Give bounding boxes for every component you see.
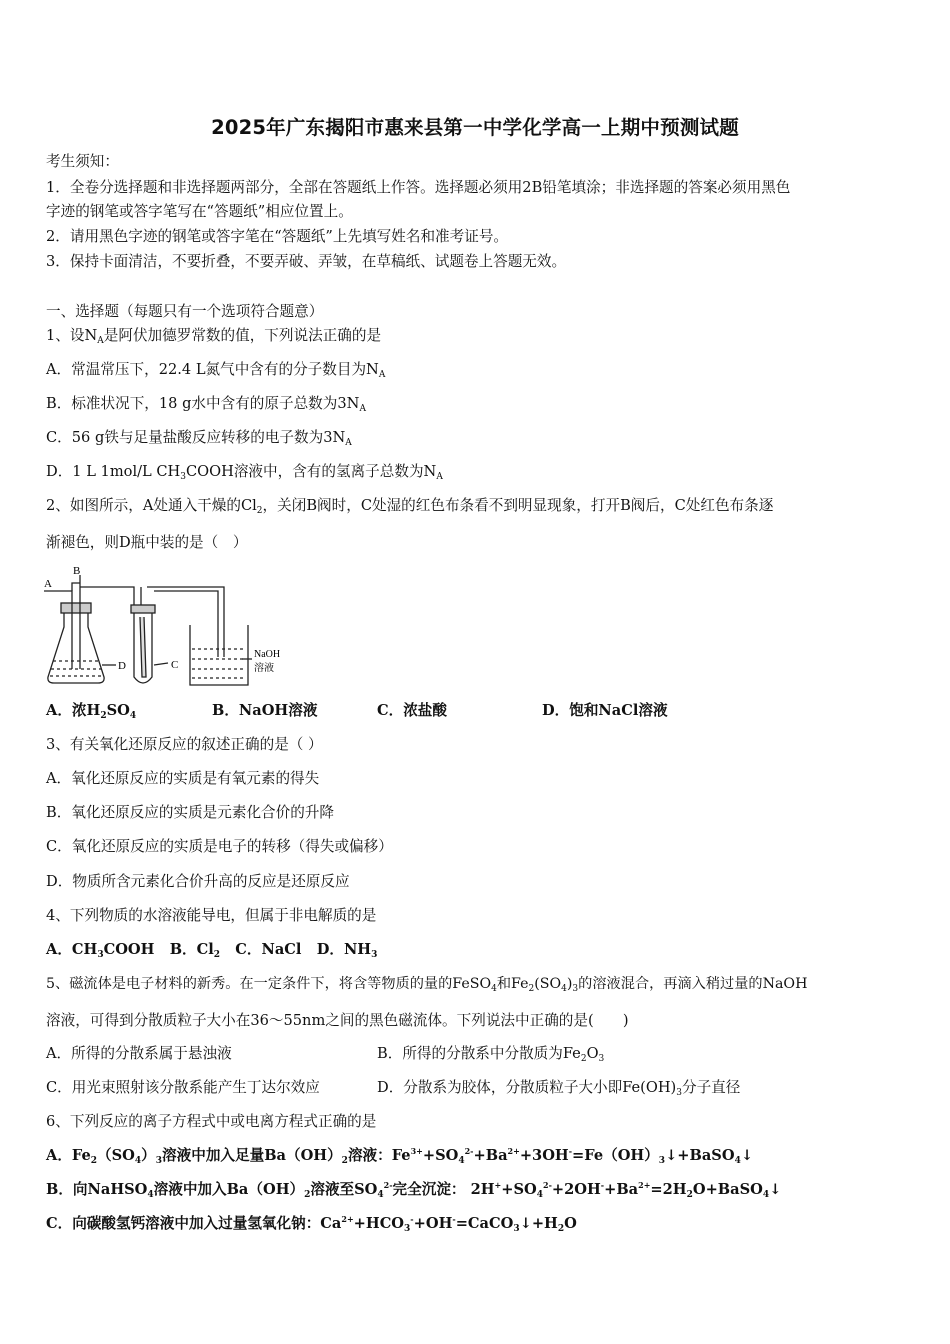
q6-option-b: B．向NaHSO$_4$溶液中加入$Ba(OH)_2$溶液至$SO_4^{2-}$完全沉淀： $2H^++SO_4^{2-}+2OH^-+Ba^{2+}=2H_2O+BaSO_4↓$	[46, 1180, 782, 1200]
notice-heading: 考生须知：	[46, 153, 119, 170]
q2-option-b: B．NaOH溶液	[212, 702, 318, 719]
q6-option-c: C．向碳酸氢钙溶液中加入过量氢氧化钠：$Ca^{2+}+HCO_3^-+OH^-=CaCO_3↓+H_2O$	[46, 1214, 577, 1234]
delivery-tube	[147, 587, 224, 657]
q5-option-c: C．用光束照射该分散系能产生丁达尔效应	[46, 1079, 320, 1096]
q1-option-b: B．标准状况下，18 g水中含有的原子总数为$3N_A$	[46, 395, 366, 414]
label-b: B	[73, 565, 81, 577]
question-6-stem: 6、下列反应的离子方程式中或电离方程式正确的是	[46, 1113, 377, 1130]
question-5-stem: 5、磁流体是电子材料的新秀。在一定条件下，将含等物质的量的FeSO$_4$和$Fe_2(SO_4)_3$的溶液混合，再滴入稍过量的NaOH	[46, 976, 808, 994]
question-2-stem-cont: 渐褪色，则D瓶中装的是（ ）	[46, 534, 248, 551]
q2-option-c: C．浓盐酸	[377, 702, 447, 719]
cloth-strip	[140, 617, 146, 677]
apparatus-diagram	[44, 565, 284, 695]
q2-option-d: D．饱和NaCl溶液	[542, 702, 668, 719]
question-4-stem: 4、下列物质的水溶液能导电，但属于非电解质的是	[46, 907, 377, 924]
question-1-stem: 1、设$N_A$是阿伏加德罗常数的值，下列说法正确的是	[46, 327, 382, 346]
q2-option-a: A．浓$H_2SO_4$	[46, 702, 137, 721]
q6-option-a: A．$Fe_2(SO_4)_3$溶液中加入足量$Ba(OH)_2$溶液：$Fe^{3+}+SO_4^{2-}+Ba^{2+}+3OH^-=Fe(OH)_3↓+BaSO_4↓$	[46, 1146, 754, 1166]
label-solution: 溶液	[254, 663, 274, 674]
notice-item: 字迹的钢笔或答字笔写在“答题纸”相应位置上。	[46, 203, 353, 220]
question-5-stem-cont: 溶液，可得到分散质粒子大小在36～55nm之间的黑色磁流体。下列说法中正确的是( )	[46, 1012, 629, 1029]
q5-option-b: B．所得的分散系中分散质为$Fe_2O_3$	[377, 1045, 605, 1064]
q1-option-c: C．56 g铁与足量盐酸反应转移的电子数为$3N_A$	[46, 429, 352, 448]
label-a: A	[44, 578, 52, 590]
q3-option-b: B．氧化还原反应的实质是元素化合价的升降	[46, 804, 335, 821]
beaker	[190, 625, 248, 685]
page-title: 2025年广东揭阳市惠来县第一中学化学高一上期中预测试题	[211, 116, 739, 139]
q5-option-a: A．所得的分散系属于悬浊液	[46, 1045, 232, 1062]
q3-option-d: D．物质所含元素化合价升高的反应是还原反应	[46, 873, 350, 890]
notice-item: 3．保持卡面清洁，不要折叠，不要弄破、弄皱，在草稿纸、试题卷上答题无效。	[46, 253, 567, 270]
question-2-stem: 2、如图所示，A处通入干燥的$Cl_2$，关闭B阀时，C处湿的红色布条看不到明显现象，打开B阀后，C处红色布条逐	[46, 497, 774, 516]
label-c: C	[171, 659, 179, 671]
flask-d	[48, 613, 104, 683]
q5-option-d: D．分散系为胶体，分散质粒子大小即$Fe(OH)_3$分子直径	[377, 1079, 741, 1098]
q3-option-a: A．氧化还原反应的实质是有氧元素的得失	[46, 770, 320, 787]
q1-option-d: D．1 L 1mol/L $CH_3COOH$溶液中，含有的氢离子总数为$N_A$	[46, 463, 443, 482]
q1-option-a: A．常温常压下，22.4 L氮气中含有的分子数目为$N_A$	[46, 361, 386, 380]
notice-item: 1．全卷分选择题和非选择题两部分，全部在答题纸上作答。选择题必须用2B铅笔填涂；非选择题的答案必须用黑色	[46, 179, 791, 196]
label-naoh: NaOH	[254, 649, 281, 660]
notice-item: 2．请用黑色字迹的钢笔或答字笔在“答题纸”上先填写姓名和准考证号。	[46, 228, 509, 245]
label-d: D	[118, 660, 126, 672]
question-3-stem: 3、有关氧化还原反应的叙述正确的是（ ）	[46, 736, 323, 753]
stopper	[61, 603, 91, 613]
q4-options: A．$CH_3COOH$ B．$Cl_2$ C．NaCl D．$NH_3$	[46, 941, 378, 960]
section-heading: 一、选择题（每题只有一个选项符合题意）	[46, 303, 324, 320]
q3-option-c: C．氧化还原反应的实质是电子的转移（得失或偏移）	[46, 838, 393, 855]
